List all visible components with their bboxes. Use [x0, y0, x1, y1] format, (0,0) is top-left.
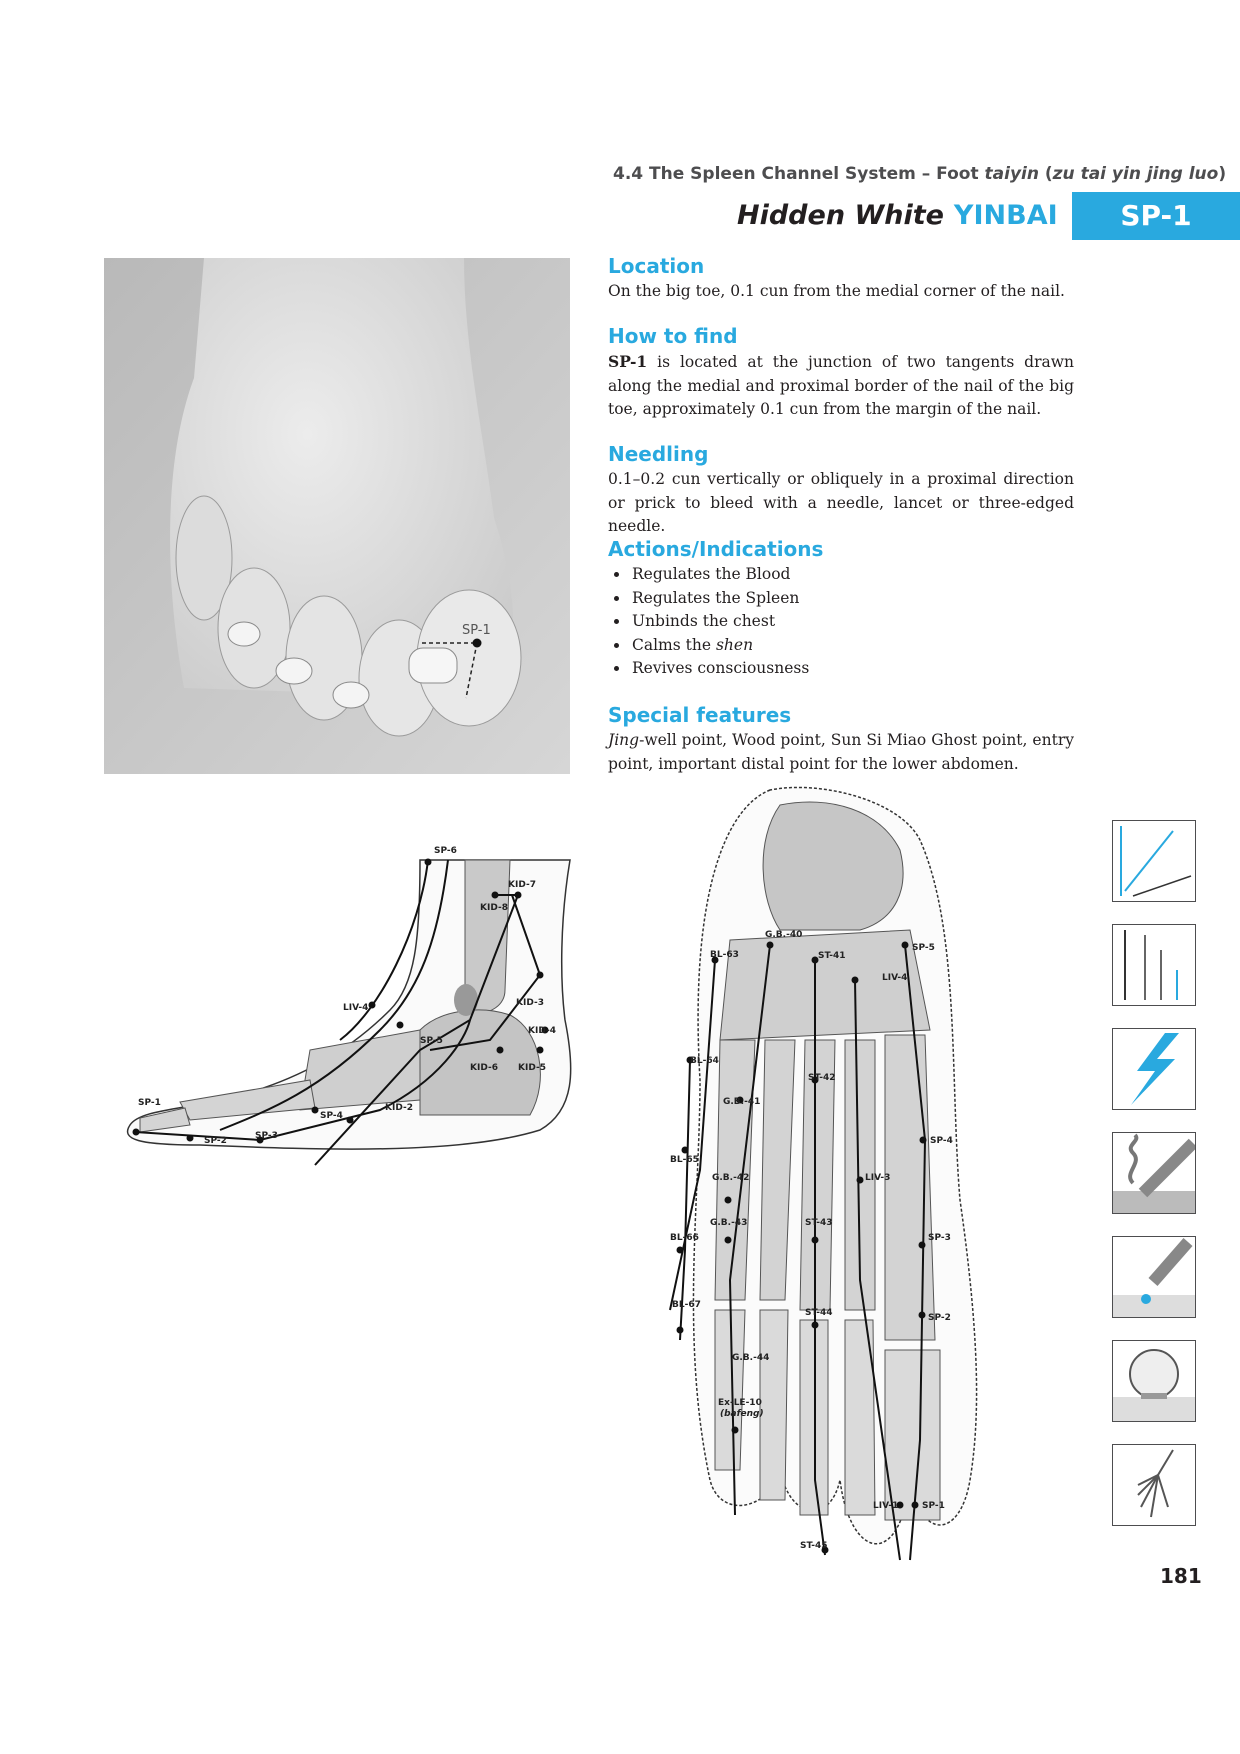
location-heading: Location: [608, 254, 705, 278]
how-to-find-body: is located at the junction of two tangents drawn along the medial and proximal border of the nail of the big toe, approximately 0.1 cun from the margin of the nail.: [608, 353, 1074, 418]
label-liv1: LIV-1: [873, 1501, 899, 1511]
how-to-find-lead: SP-1: [608, 352, 648, 371]
label-sp3: SP-3: [255, 1131, 278, 1141]
list-item: • Regulates the Spleen: [630, 587, 1074, 611]
label-gb44: G.B.-44: [732, 1353, 770, 1363]
electro-icon: [1112, 1028, 1196, 1110]
point-title: [737, 200, 1067, 248]
how-to-find-section: [608, 324, 1074, 422]
label-bl64: BL-64: [690, 1056, 719, 1066]
label-sp2: SP-2: [928, 1313, 951, 1323]
label-sp5: SP-5: [912, 943, 935, 953]
photo-point-label: SP-1: [462, 623, 491, 638]
label-kid8: KID-8: [480, 903, 508, 913]
label-liv4: LIV-4: [882, 973, 908, 983]
point-english-name: Hidden White: [737, 200, 944, 231]
how-to-find-text: [608, 350, 1074, 422]
section-header-prefix: 4.4 The Spleen Channel System – Foot: [613, 164, 985, 184]
label-sp4: SP-4: [930, 1136, 953, 1146]
page-number: 181: [1160, 1564, 1202, 1588]
section-header-pinyin: zu tai yin jing luo: [1052, 164, 1219, 184]
label-st44: ST-44: [805, 1308, 833, 1318]
label-bafeng: (bafeng): [720, 1409, 764, 1419]
section-header-taiyin: taiyin: [984, 164, 1039, 184]
label-st41: ST-41: [818, 951, 846, 961]
actions-heading: Actions/Indications: [608, 537, 824, 561]
list-item: • Unbinds the chest: [630, 610, 1074, 634]
needling-section: [608, 442, 1074, 539]
list-item: • Regulates the Blood: [630, 563, 1074, 587]
section-header-paren: (: [1038, 164, 1053, 184]
location-section: [608, 254, 1074, 304]
label-gb42: G.B.-42: [712, 1173, 750, 1183]
label-kid4: KID-4: [528, 1026, 556, 1036]
needle-types-icon: [1112, 924, 1196, 1006]
label-gb43: G.B.-43: [710, 1218, 748, 1228]
section-header-paren-close: ): [1218, 164, 1227, 184]
special-body: -well point, Wood point, Sun Si Miao Ghost point, entry point, important distal point for the lower abdomen.: [608, 731, 1074, 773]
actions-list: [608, 563, 1074, 681]
needling-text: 0.1–0.2 cun vertically or obliquely in a proximal direction or prick to bleed with a needle, lancet or three-edged needle.: [608, 470, 1074, 535]
label-bl63: BL-63: [710, 950, 739, 960]
how-to-find-heading: How to find: [608, 324, 738, 348]
needles-icon: [1112, 820, 1196, 902]
label-bl66: BL-66: [670, 1233, 699, 1243]
label-sp1: SP-1: [922, 1501, 945, 1511]
needling-heading: Needling: [608, 442, 709, 466]
label-kid6: KID-6: [470, 1063, 498, 1073]
medial-foot-diagram: [120, 840, 590, 1170]
special-heading: Special features: [608, 703, 792, 727]
label-kid2: KID-2: [385, 1103, 413, 1113]
sp1-point-marker: [473, 639, 482, 648]
label-bl67: BL-67: [672, 1300, 701, 1310]
location-text: On the big toe, 0.1 cun from the medial corner of the nail.: [608, 282, 1065, 300]
label-st42: ST-42: [808, 1073, 836, 1083]
dorsal-foot-diagram: [660, 780, 1040, 1588]
hand-skeleton-icon: [1112, 1444, 1196, 1526]
label-liv3: LIV-3: [865, 1173, 891, 1183]
cupping-icon: [1112, 1340, 1196, 1422]
label-gb41: G.B.-41: [723, 1097, 761, 1107]
label-sp1: SP-1: [138, 1098, 161, 1108]
point-code-tab: SP-1: [1072, 192, 1240, 240]
label-sp2: SP-2: [204, 1136, 227, 1146]
label-kid3: KID-3: [516, 998, 544, 1008]
label-kid5: KID-5: [518, 1063, 546, 1073]
label-st45: ST-45: [800, 1541, 828, 1551]
label-sp5: SP-5: [420, 1036, 443, 1046]
calms-shen: shen: [715, 635, 754, 654]
list-item: [630, 634, 1074, 658]
special-text: [608, 729, 1074, 776]
special-features-section: [608, 703, 1074, 776]
section-header: [613, 164, 1226, 184]
label-exle10: Ex-LE-10: [718, 1398, 762, 1408]
label-liv4: LIV-4: [343, 1003, 369, 1013]
point-chinese-name: YINBAI: [953, 200, 1058, 231]
foot-photo: [104, 258, 570, 774]
label-st43: ST-43: [805, 1218, 833, 1228]
label-kid7: KID-7: [508, 880, 536, 890]
list-item: • Revives consciousness: [630, 657, 1074, 681]
bloodletting-icon: [1112, 1236, 1196, 1318]
calms-prefix: Calms the: [632, 635, 716, 654]
label-sp6: SP-6: [434, 846, 457, 856]
special-lead: Jing: [608, 731, 640, 749]
actions-section: [608, 537, 1074, 681]
label-bl65: BL-65: [670, 1155, 699, 1165]
label-sp4: SP-4: [320, 1111, 343, 1121]
label-sp3: SP-3: [928, 1233, 951, 1243]
label-gb40: G.B.-40: [765, 930, 803, 940]
moxa-icon: [1112, 1132, 1196, 1214]
